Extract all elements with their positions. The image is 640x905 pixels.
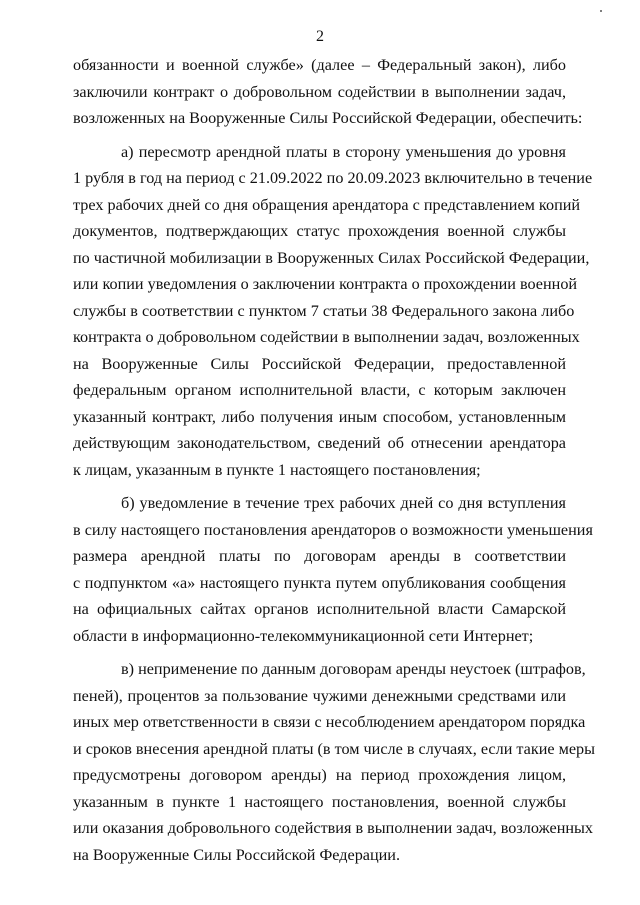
text-line: 1 рубля в год на период с 21.09.2022 по 20.09.2023 включительно в течение <box>73 169 593 187</box>
paragraph-item-a <box>73 139 593 484</box>
text-line: заключили контракт о добровольном содействии в выполнении задач, <box>73 82 566 101</box>
text-line: службы в соответствии с пунктом 7 статьи 38 Федерального закона либо <box>73 301 575 320</box>
paragraph-item-v <box>73 656 596 868</box>
text-line: области в информационно-телекоммуникационной сети Интернет; <box>73 626 534 645</box>
document-body <box>73 52 596 868</box>
text-line: на Вооруженные Силы Российской Федерации. <box>73 845 401 864</box>
paragraph-item-b <box>73 490 593 649</box>
text-line: или копии уведомления о заключении контракта о прохождении военной <box>73 275 578 293</box>
text-line: размера арендной платы по договорам аренды в соответствии <box>73 547 566 565</box>
text-line: возложенных на Вооруженные Силы Российской Федерации, обеспечить: <box>73 109 583 127</box>
text-line: а) пересмотр арендной платы в сторону уменьшения до уровня <box>121 142 566 161</box>
paragraph-gap <box>73 649 566 656</box>
text-line: указанный контракт, либо получения иным способом, установленным <box>73 407 566 426</box>
text-line: по частичной мобилизации в Вооруженных Силах Российской Федерации, <box>73 248 590 267</box>
scan-speck <box>600 10 602 12</box>
text-line: с подпунктом «а» настоящего пункта путем опубликования сообщения <box>73 573 566 592</box>
text-line: в силу настоящего постановления арендаторов о возможности уменьшения <box>73 520 593 539</box>
text-line: федеральным органом исполнительной власти, с которым заключен <box>73 381 566 399</box>
text-line: указанным в пункте 1 настоящего постановления, военной службы <box>73 792 566 811</box>
text-line: на официальных сайтах органов исполнительной власти Самарской <box>73 600 566 618</box>
text-line: обязанности и военной службе» (далее – Федеральный закон), либо <box>73 56 566 74</box>
text-line: иных мер ответственности в связи с несоблюдением арендатором порядка <box>73 713 586 731</box>
text-line: на Вооруженные Силы Российской Федерации, предоставленной <box>73 354 566 373</box>
text-line: б) уведомление в течение трех рабочих дней со дня вступления <box>121 494 566 512</box>
paragraph-gap <box>73 132 566 139</box>
text-line: трех рабочих дней со дня обращения арендатора с представлением копий <box>73 195 581 214</box>
text-line: документов, подтверждающих статус прохождения военной службы <box>73 222 566 240</box>
page-number: 2 <box>316 28 324 45</box>
paragraph-intro <box>73 52 583 132</box>
text-line: и сроков внесения арендной платы (в том числе в случаях, если такие меры <box>73 739 596 758</box>
text-line: контракта о добровольном содействии в выполнении задач, возложенных <box>73 328 580 346</box>
text-line: или оказания добровольного содействия в выполнении задач, возложенных <box>73 819 593 837</box>
text-line: к лицам, указанным в пункте 1 настоящего постановления; <box>73 460 481 479</box>
text-line: в) неприменение по данным договорам аренды неустоек (штрафов, <box>121 660 586 678</box>
text-line: пеней), процентов за пользование чужими денежными средствами или <box>73 686 566 705</box>
paragraph-gap <box>73 483 566 490</box>
text-line: предусмотрены договором аренды) на период прохождения лицом, <box>73 766 566 784</box>
text-line: действующим законодательством, сведений об отнесении арендатора <box>73 434 566 452</box>
